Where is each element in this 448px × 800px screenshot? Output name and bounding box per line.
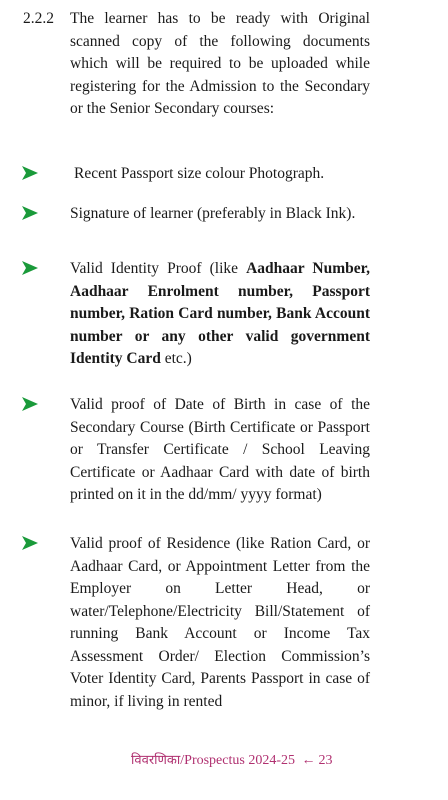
arrowhead-bullet-icon <box>21 535 39 551</box>
section-intro-text: The learner has to be ready with Original scanned copy of the following documents which will be required to be uploaded while registering for the Admission to the Secondary or the Senior Secondary courses: <box>70 10 370 117</box>
list-item-identity-proof <box>21 258 373 371</box>
list-item-residence-proof <box>21 533 373 713</box>
arrow-left-icon: ← <box>301 753 316 768</box>
page-number: 23 <box>318 753 333 768</box>
list-item-text <box>70 258 370 371</box>
arrowhead-bullet-icon <box>21 260 39 276</box>
list-item-signature <box>21 203 373 226</box>
arrowhead-bullet-icon <box>21 396 39 412</box>
section-2-2-2 <box>23 8 373 121</box>
identity-proof-documents: Aadhaar Number, Aadhaar Enrolment number, Passport number, Ration Card number, Bank Account number or any other valid government Identity Card <box>70 260 370 367</box>
identity-proof-tail: etc.) <box>160 350 192 367</box>
footer-hindi-title: विवरणिका <box>131 753 181 768</box>
list-item-text: Valid proof of Residence (like Ration Card, or Aadhaar Card, or Appointment Letter from the Employer on Letter Head, or water/Telephone/Electricity Bill/Statement of running Bank Account or Income Tax Assessment Order/ Election Commission’s Voter Identity Card, Parents Passport in case of minor, if living in rented <box>70 535 370 710</box>
footer-title: /Prospectus 2024-25 <box>180 753 295 768</box>
list-item-text: Valid proof of Date of Birth in case of the Secondary Course (Birth Certificate or Passport or Transfer Certificate / School Leaving Certificate or Aadhaar Card with date of birth printed on it in the dd/mm/ yyyy format) <box>70 396 370 503</box>
identity-proof-lead: Valid Identity Proof (like <box>70 260 247 277</box>
list-item-text: Signature of learner (preferably in Black Ink). <box>70 205 356 222</box>
arrowhead-bullet-icon <box>21 205 39 221</box>
section-number: 2.2.2 <box>23 10 54 27</box>
list-item-text: Recent Passport size colour Photograph. <box>74 165 325 182</box>
list-item-date-of-birth-proof <box>21 394 373 507</box>
arrowhead-bullet-icon <box>21 165 39 181</box>
page-footer <box>131 752 332 770</box>
list-item-photograph <box>21 163 373 186</box>
